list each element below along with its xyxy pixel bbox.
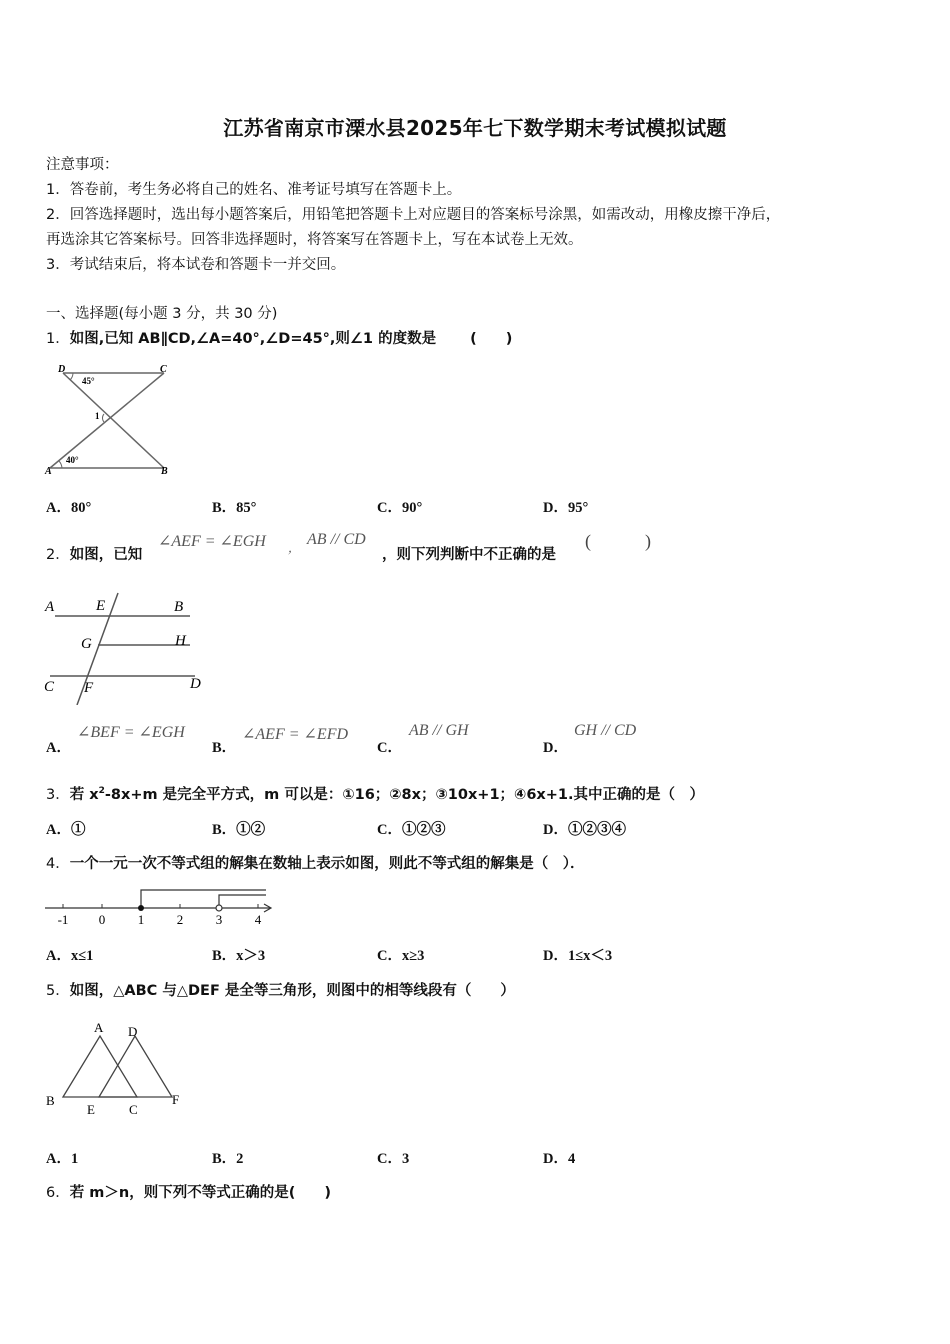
notice-heading: 注意事项： [46, 157, 119, 173]
question-number: 4． [46, 856, 70, 872]
tick-label: 3 [215, 912, 223, 927]
q2-math-1: ∠AEF = ∠EGH [158, 533, 266, 550]
q4-option-c[interactable]: C．x≥3 [377, 948, 425, 964]
question-number: 3． [46, 787, 70, 803]
question-4 [46, 852, 584, 873]
figure-q5-triangles [40, 1018, 190, 1123]
label-g: G [81, 636, 92, 652]
figure-q4-number-line [40, 882, 280, 930]
page-title: 江苏省南京市溧水县2025年七下数学期末考试模拟试题 [223, 116, 727, 140]
q5-option-c[interactable]: C．3 [377, 1151, 410, 1167]
label-a: A [45, 466, 52, 477]
q2-option-a-label[interactable]: A． [46, 740, 71, 756]
label-f: F [172, 1092, 180, 1107]
label-e: E [87, 1102, 95, 1117]
tick-label: 2 [176, 912, 184, 927]
q4-option-b[interactable]: B．x＞3 [212, 948, 266, 964]
question-number: 2． [46, 547, 70, 563]
question-5 [46, 979, 515, 1000]
question-text: 一个一元一次不等式组的解集在数轴上表示如图，则此不等式组的解集是（ ）． [69, 856, 585, 872]
figure-q1-crossing-lines [40, 362, 180, 477]
q2-option-a-math: ∠BEF = ∠EGH [77, 724, 185, 741]
label-h: H [175, 633, 186, 649]
q1-option-c[interactable]: C．90° [377, 500, 423, 516]
segment-db [63, 373, 164, 468]
q5-option-d[interactable]: D．4 [543, 1151, 576, 1167]
tick-label: 0 [98, 912, 106, 927]
question-6 [46, 1181, 331, 1202]
label-b: B [161, 466, 168, 477]
notice-line-2b: 再选涂其它答案标号。回答非选择题时，将答案写在答题卡上，写在本试卷上无效。 [46, 232, 583, 248]
label-c: C [129, 1102, 138, 1117]
label-40: 40° [66, 455, 79, 465]
label-a: A [45, 599, 55, 615]
label-b: B [174, 599, 184, 615]
label-f: F [84, 680, 94, 696]
notice-line-2a: 2．回答选择题时，选出每小题答案后，用铅笔把答题卡上对应题目的答案标号涂黑，如需改动，用橡皮擦干净后， [46, 207, 781, 223]
solution-bracket-1 [141, 890, 266, 908]
notice-line-1: 1．答卷前，考生务必将自己的姓名、准考证号填写在答题卡上。 [46, 182, 462, 198]
tick-label: 4 [254, 912, 262, 927]
q1-option-d[interactable]: D．95° [543, 500, 589, 516]
question-text-pre: 如图，已知 [69, 547, 143, 563]
question-number: 5． [46, 983, 70, 999]
triangle-def [99, 1036, 172, 1097]
question-text: 如图,已知 AB∥CD,∠A=40°,∠D=45°,则∠1 的度数是 [69, 331, 437, 347]
q2-option-d-math: GH // CD [574, 722, 637, 739]
question-text-a: 若 x [69, 787, 99, 803]
figure-q2-parallel-lines [40, 590, 210, 705]
q3-option-b[interactable]: B．①② [212, 822, 266, 838]
question-number: 1． [46, 331, 70, 347]
label-d: D [128, 1024, 138, 1039]
label-e: E [96, 598, 106, 614]
q2-option-b-label[interactable]: B． [212, 740, 237, 756]
q2-comma: ， [288, 541, 301, 555]
angle-1-arc [102, 414, 104, 422]
q3-option-d[interactable]: D．①②③④ [543, 822, 626, 838]
q2-math-2: AB // CD [307, 531, 366, 548]
question-text-b: -8x+m 是完全平方式，m 可以是：①16；②8x；③10x+1；④6x+1.其中正确的是（ ） [104, 787, 705, 803]
question-3 [46, 783, 704, 804]
q1-option-b[interactable]: B．85° [212, 500, 257, 516]
question-2 [46, 543, 142, 564]
q1-option-a[interactable]: A．80° [46, 500, 92, 516]
tick-label: -1 [57, 912, 69, 927]
angle-a-arc [59, 461, 62, 468]
question-text: 若 m＞n，则下列不等式正确的是( ) [69, 1185, 331, 1201]
q3-option-c[interactable]: C．①②③ [377, 822, 446, 838]
q2-option-d-label[interactable]: D． [543, 740, 568, 756]
label-1: 1 [95, 411, 100, 421]
solution-bracket-3 [219, 895, 266, 908]
label-c: C [160, 364, 167, 375]
notice-line-3: 3．考试结束后，将本试卷和答题卡一并交回。 [46, 257, 346, 273]
q2-text-post: ，则下列判断中不正确的是 [382, 547, 556, 563]
superscript-2: 2 [98, 786, 105, 797]
tick-label: 1 [137, 912, 145, 927]
q2-option-c-label[interactable]: C． [377, 740, 402, 756]
q2-option-c-math: AB // GH [409, 722, 469, 739]
tick-labels [58, 912, 262, 927]
label-d: D [190, 676, 201, 692]
q2-answer-paren: ( ) [585, 531, 651, 551]
label-c: C [44, 679, 55, 695]
q4-option-d[interactable]: D．1≤x＜3 [543, 948, 613, 964]
label-45: 45° [82, 376, 95, 386]
closed-point-1 [138, 905, 144, 911]
label-a: A [94, 1020, 104, 1035]
label-b: B [46, 1093, 55, 1108]
segment-ac [50, 373, 164, 468]
q2-option-b-math: ∠AEF = ∠EFD [242, 726, 349, 743]
answer-paren: ( ) [470, 331, 513, 347]
q4-option-a[interactable]: A．x≤1 [46, 948, 94, 964]
q5-option-a[interactable]: A．1 [46, 1151, 79, 1167]
question-number: 6． [46, 1185, 70, 1201]
section-heading: 一、选择题(每小题 3 分，共 30 分) [46, 306, 278, 322]
question-1 [46, 327, 512, 348]
q3-option-a[interactable]: A．① [46, 822, 86, 838]
label-d: D [58, 364, 66, 375]
open-point-3 [216, 905, 222, 911]
angle-d-arc [70, 373, 73, 380]
triangle-abc [63, 1036, 137, 1097]
question-text: 如图，△ABC 与△DEF 是全等三角形，则图中的相等线段有（ ） [69, 983, 515, 999]
q5-option-b[interactable]: B．2 [212, 1151, 244, 1167]
